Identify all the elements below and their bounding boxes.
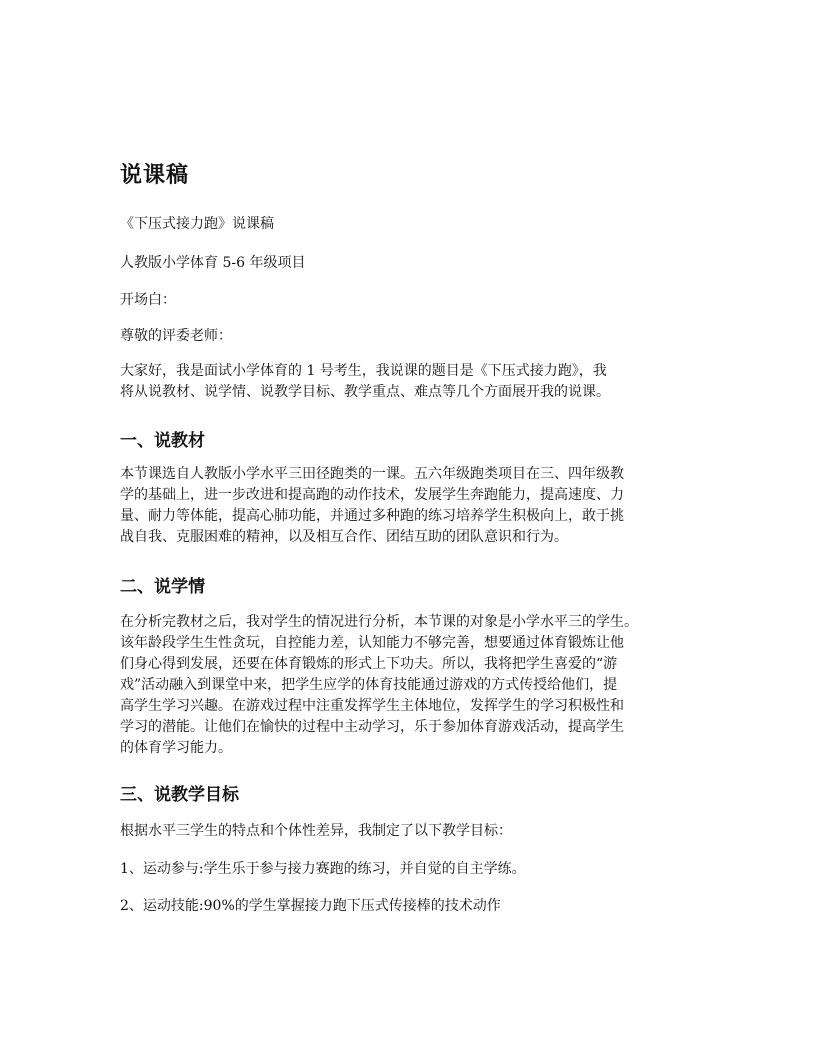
document-title: 说课稿 xyxy=(120,163,190,188)
section-heading-students: 二、说学情 xyxy=(120,577,205,597)
section-heading-objectives: 三、说教学目标 xyxy=(120,785,239,805)
objective-item: 2、运动技能:90%的学生掌握接力跑下压式传接棒的技术动作 xyxy=(120,898,501,914)
section-body-objectives: 根据水平三学生的特点和个体性差异，我制定了以下教学目标： xyxy=(120,823,512,839)
greeting: 尊敬的评委老师： xyxy=(120,328,232,344)
edition-line: 人教版小学体育 5-6 年级项目 xyxy=(120,255,306,271)
document-subtitle: 《下压式接力跑》说课稿 xyxy=(120,216,274,232)
opening-label: 开场白： xyxy=(120,292,176,308)
section-body-textbook: 本节课选自人教版小学水平三田径跑类的一课。五六年级跑类项目在三、四年级教 学的基础上，进一步改进和提高跑的动作技术，发展学生奔跑能力，提高速度、力 量、耐力等体能，提高心肺功能，并通过多种跑的练习培养学生积极向上，敢于挑 战自我、克服困难的精神，以及相互合作、团结互助的团队意识和行为。 xyxy=(120,466,624,545)
section-body-students: 在分析完教材之后，我对学生的情况进行分析，本节课的对象是小学水平三的学生。 该年龄段学生生性贪玩，自控能力差，认知能力不够完善，想要通过体育锻炼让他 们身心得到发展，还要在体育锻炼的形式上下功夫。所以，我将把学生喜爱的“游 戏”活动融入到课堂中来，把学生应学的体育技能通过游戏的方式传授给他们，提 高学生学习兴趣。在游戏过程中注重发挥学生主体地位，发挥学生的学习积极性和 学习的潜能。让他们在愉快的过程中主动学习，乐于参加体育游戏活动，提高学生 的体育学习能力。 xyxy=(120,614,638,756)
section-heading-textbook: 一、说教材 xyxy=(120,431,205,451)
intro-paragraph: 大家好，我是面试小学体育的 1 号考生，我说课的题目是《下压式接力跑》，我 将从说教材、说学情、说教学目标、教学重点、难点等几个方面展开我的说课。 xyxy=(120,363,610,400)
objective-item: 1、运动参与:学生乐于参与接力赛跑的练习，并自觉的自主学练。 xyxy=(120,861,526,877)
